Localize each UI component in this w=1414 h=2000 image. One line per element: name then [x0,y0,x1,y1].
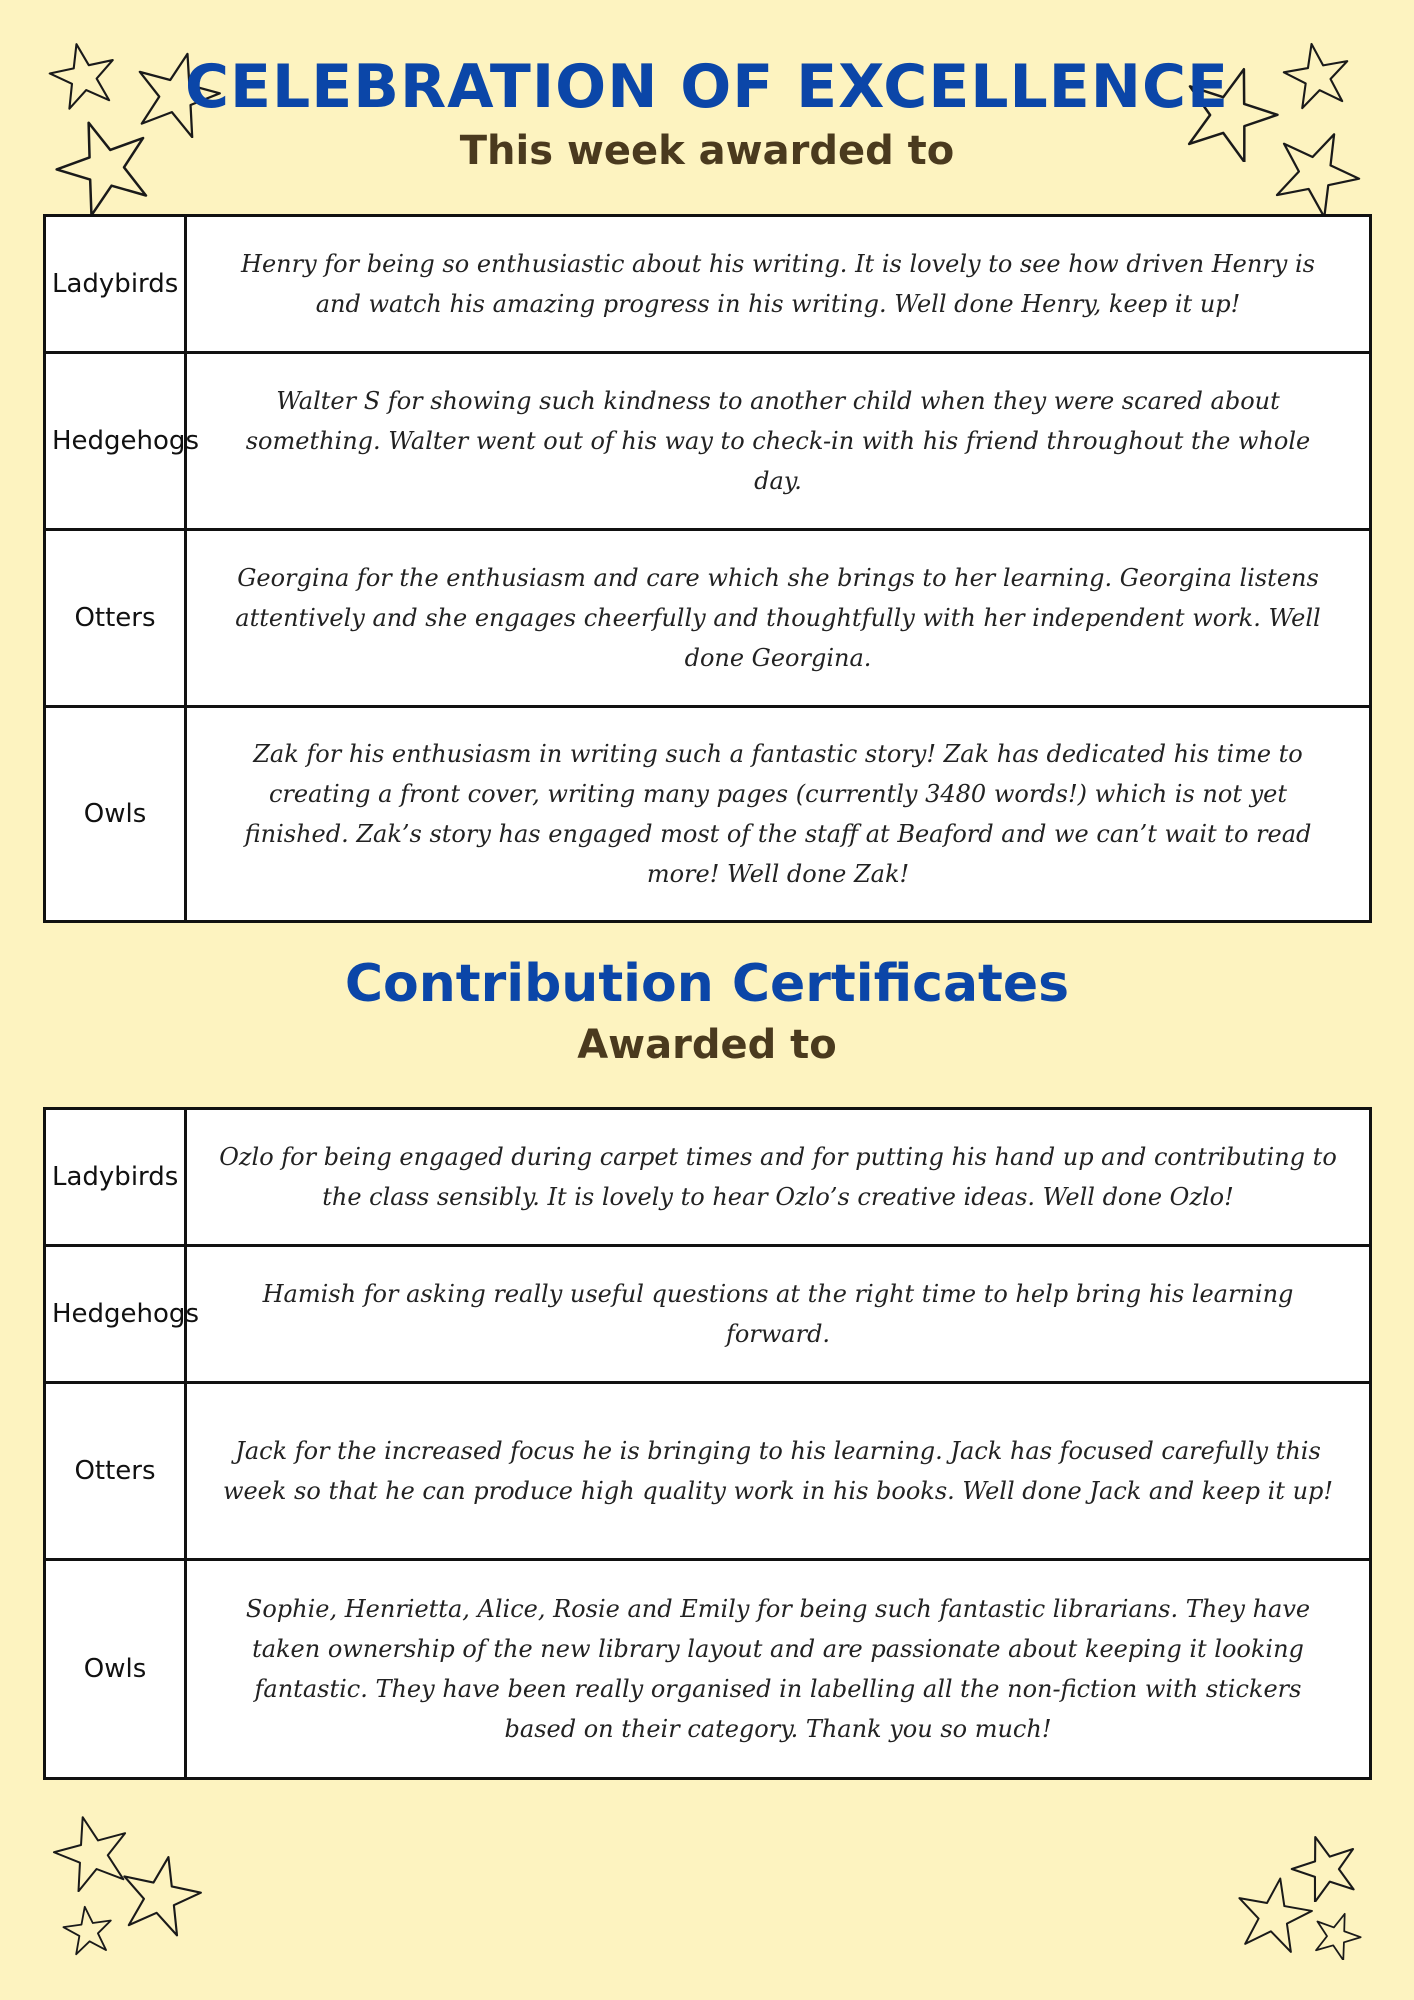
class-name-cell: Otters [45,530,186,707]
award-text-cell: Zak for his enthusiasm in writing such a fantastic story! Zak has dedicated his time to creating a front cover, writing many pages (currently 3480 words!) which is not yet finished. Zak’s story has engaged most of the staff at Beaford and we can’t wait to read more! Well done Zak! [186,707,1371,922]
class-name-cell: Hedgehogs [45,1246,186,1383]
section-subtitle: Awarded to [577,1022,837,1068]
table-row [45,1560,1371,1779]
award-text-cell: Sophie, Henrietta, Alice, Rosie and Emily for being such fantastic librarians. They have taken ownership of the new library layout and are passionate about keeping it looking fantastic. They have been really organised in labelling all the non-fiction with stickers based on their category. Thank you so much! [186,1560,1371,1779]
table-row [45,1246,1371,1383]
award-text-cell: Henry for being so enthusiastic about his writing. It is lovely to see how driven Henry is and watch his amazing progress in his writing. Well done Henry, keep it up! [186,216,1371,353]
table-row [45,707,1371,922]
class-name-cell: Ladybirds [45,1109,186,1246]
table-row [45,530,1371,707]
award-text-cell: Walter S for showing such kindness to another child when they were scared about something. Walter went out of his way to check-in with his friend throughout the whole day. [186,353,1371,530]
award-text-cell: Georgina for the enthusiasm and care which she brings to her learning. Georgina listens attentively and she engages cheerfully and thoughtfully with her independent work. Well done Georgina. [186,530,1371,707]
star-icon [62,1904,114,1956]
table-row [45,353,1371,530]
contribution-awards-table [43,1107,1372,1780]
award-text-cell: Ozlo for being engaged during carpet times and for putting his hand up and contributing to the class sensibly. It is lovely to hear Ozlo’s creative ideas. Well done Ozlo! [186,1109,1371,1246]
table-row [45,1383,1371,1560]
page-title: CELEBRATION OF EXCELLENCE [184,52,1229,122]
page-subtitle: This week awarded to [459,128,955,174]
class-name-cell: Owls [45,1560,186,1779]
star-icon [1234,1874,1314,1954]
table-row [45,216,1371,353]
award-text-cell: Jack for the increased focus he is bringing to his learning. Jack has focused carefully this week so that he can produce high quality work in his books. Well done Jack and keep it up! [186,1383,1371,1560]
class-name-cell: Hedgehogs [45,353,186,530]
class-name-cell: Otters [45,1383,186,1560]
star-icon [1312,1910,1362,1960]
class-name-cell: Owls [45,707,186,922]
star-icon [118,1852,203,1937]
excellence-awards-table [43,214,1372,923]
award-text-cell: Hamish for asking really useful questions at the right time to help bring his learning forward. [186,1246,1371,1383]
class-name-cell: Ladybirds [45,216,186,353]
section-title: Contribution Certificates [344,954,1070,1014]
table-row [45,1109,1371,1246]
